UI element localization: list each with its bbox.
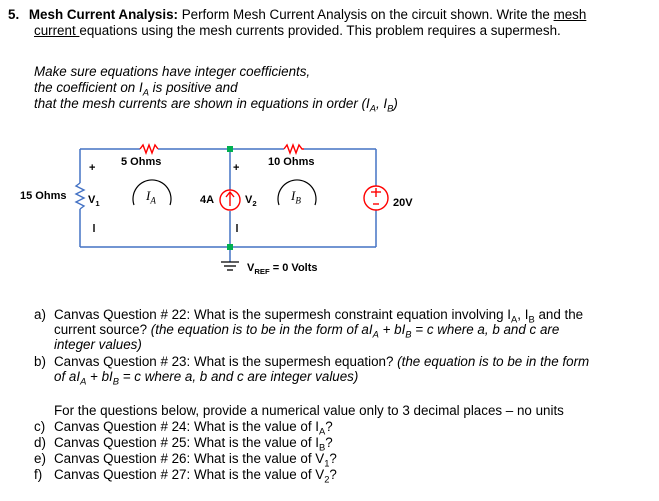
note-line-2: the coefficient on $I_A$ is positive and <box>34 80 238 98</box>
voltage-source-20v <box>364 186 388 210</box>
problem-intro-link-2: current <box>34 23 80 38</box>
question-a <box>34 307 584 325</box>
v1-plus: + <box>89 162 96 174</box>
question-b <box>34 354 590 369</box>
node-top <box>227 146 233 152</box>
v2-label: $V_2$ <box>245 194 257 209</box>
resistor-10-ohm <box>284 145 304 153</box>
note-line-3: that the mesh currents are shown in equations in order ($I_A$, $I_B$) <box>34 96 398 114</box>
question-a-text: Canvas Question # 22: What is the supermesh constraint equation involving $I_A$, $I_B$ and the <box>54 307 584 325</box>
r3-label: 15 Ohms <box>20 190 67 202</box>
problem-intro-1: Perform Mesh Current Analysis on the circuit shown. Write the <box>181 7 554 22</box>
question-b-text: Canvas Question # 23: What is the supermesh equation? (the equation is to be in the form <box>54 354 590 369</box>
r1-label: 5 Ohms <box>121 156 162 168</box>
question-b-line-2: of $aI_A + bI_B = c$ where a, b and c are integer values) <box>54 369 359 387</box>
question-b-label: b) <box>34 354 46 369</box>
question-d: d) Canvas Question # 25: What is the value of $I_B$? <box>34 435 333 453</box>
problem-intro-2: equations using the mesh currents provided. This problem requires a supermesh. <box>79 23 561 38</box>
numeric-intro: For the questions below, provide a numerical value only to 3 decimal places – no units <box>54 403 564 418</box>
node-bottom <box>227 244 233 250</box>
r2-label: 10 Ohms <box>268 156 315 168</box>
voltage-source-label: 20V <box>393 197 413 209</box>
question-c: c) Canvas Question # 24: What is the value of $I_A$? <box>34 419 333 437</box>
note-line-1: Make sure equations have integer coefficients, <box>34 64 311 79</box>
question-a-line-2: current source? (the equation is to be in the form of $aI_A + bI_B = c$ where a, b and c are <box>54 322 560 340</box>
v1-label: $V_1$ <box>88 194 100 209</box>
problem-number: 5. <box>8 7 20 22</box>
question-a-label: a) <box>34 307 46 322</box>
current-source-4a <box>220 190 240 210</box>
vref-label: $V_{REF} = 0$ Volts <box>247 262 318 277</box>
resistor-15-ohm <box>76 183 84 209</box>
problem-title: Mesh Current Analysis: <box>28 7 178 22</box>
problem-intro-link-1: mesh <box>553 7 587 22</box>
resistor-5-ohm <box>140 145 158 153</box>
question-e: e) Canvas Question # 26: What is the value of $V_1$? <box>34 451 337 469</box>
mesh-b-label: $I_B$ <box>291 188 301 206</box>
question-f: f) Canvas Question # 27: What is the value of $V_2$? <box>34 467 337 485</box>
mesh-a-label: $I_A$ <box>146 188 156 206</box>
ground-symbol <box>221 262 239 270</box>
current-source-label: 4A <box>200 194 215 206</box>
question-a-line-3: integer values) <box>54 337 142 352</box>
v2-plus: + <box>233 162 240 174</box>
